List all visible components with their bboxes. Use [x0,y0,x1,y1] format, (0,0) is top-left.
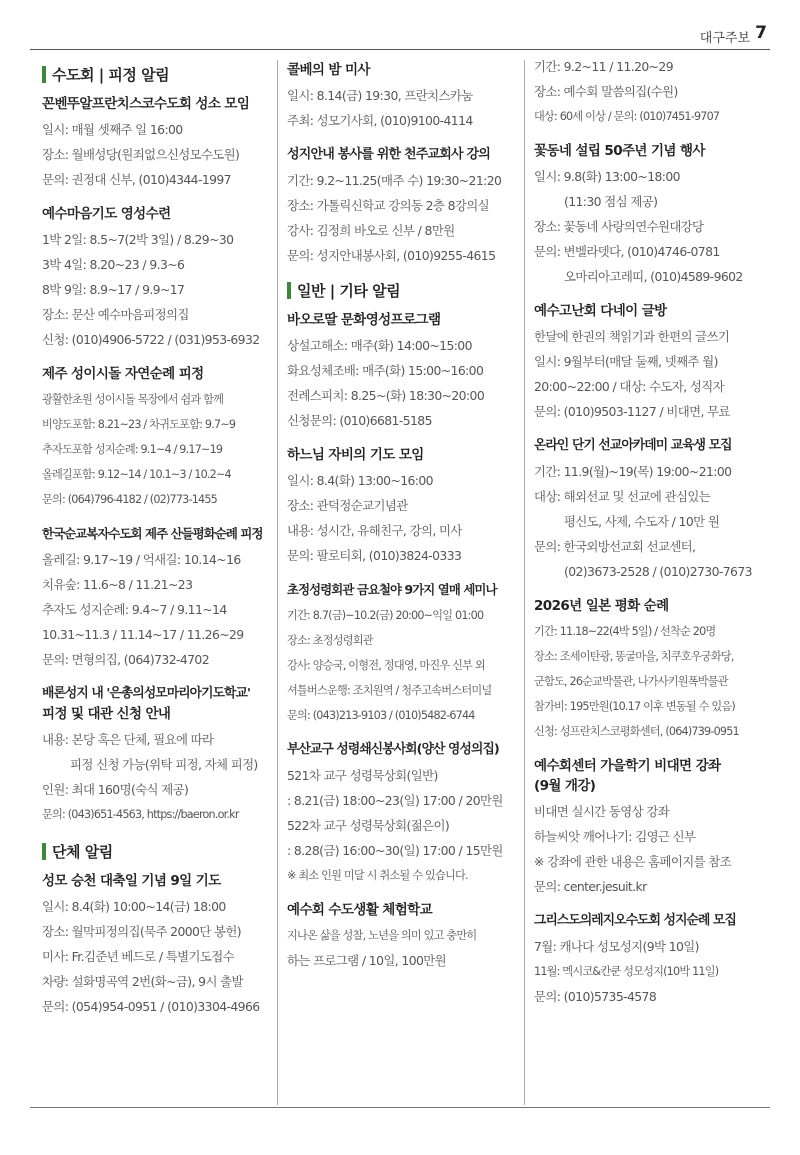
notice-line: 기간: 9.2~11.25(매주 수) 19:30~21:20 [287,173,502,188]
notice-line: 기간: 11.18~22(4박 5일) / 선착순 20명 [534,625,716,638]
notice-item [287,740,515,888]
notice-item [42,204,268,352]
notice-line: 내용: 본당 혹은 단체, 필요에 따라 [42,732,214,747]
notice-line: 인원: 최대 160명(숙식 제공) [42,782,189,797]
section-heading: 수도회 | 피정 알림 [42,64,268,84]
notice-title: 2026년 일본 평화 순례 [534,598,669,614]
notice-item [287,445,515,568]
notice-line: 일시: 9.8(화) 13:00~18:00 [534,169,680,184]
notice-line: 하는 프로그램 / 10일, 100만원 [287,953,447,968]
notice-line: 하늘씨앗 깨어나기: 김영근 신부 [534,829,696,844]
column-3 [534,60,762,1105]
notice-line: 문의: 한국외방선교회 선교센터, [534,539,696,554]
notice-title: 피정 및 대관 신청 안내 [42,706,171,722]
notice-line: 문의: center.jesuit.kr [534,879,647,894]
notice-line: 광활한초원 성이시돌 목장에서 쉼과 함께 [42,393,224,406]
notice-line: 11월: 멕시코&칸쿤 성모성지(10박 11일) [534,965,719,978]
notice-line: 8박 9일: 8.9~17 / 9.9~17 [42,282,185,297]
notice-line: 장소: 꽃동네 사랑의연수원대강당 [534,219,704,234]
notice-line: 강사: 양승국, 이형전, 정대영, 마진우 신부 외 [287,659,485,672]
notice-line: 장소: 조세이탄광, 똥굴마을, 치쿠호우궁화당, [534,650,734,663]
notice-line: 오마리아고레띠, (010)4589-9602 [564,269,743,284]
notice-line: 1박 2일: 8.5~7(2박 3일) / 8.29~30 [42,232,234,247]
notice-line: 상설고해소: 매주(화) 14:00~15:00 [287,338,472,353]
notice-item [42,524,268,672]
notice-line: 기간: 8.7(금)~10.2(금) 20:00~익일 01:00 [287,609,484,622]
notice-line: 10.31~11.3 / 11.14~17 / 11.26~29 [42,627,244,642]
notice-title: 배론성지 내 '은총의성모마리아기도학교' [42,686,250,701]
notice-line: 셔틀버스운행: 조치원역 / 청주고속버스터미널 [287,684,492,697]
notice-line: 참가비: 195만원(10.17 이후 변동될 수 있음) [534,700,735,713]
notice-line: 장소: 문산 예수마음피정의집 [42,307,189,322]
notice-line: 장소: 월배성당(원죄없으신성모수도원) [42,147,240,162]
notice-line: 일시: 매월 셋째주 일 16:00 [42,122,183,137]
notice-item [42,94,268,192]
notice-title: 그리스도의레지오수도회 성지순례 모집 [534,913,736,928]
notice-title: 콜베의 밤 미사 [287,62,370,78]
notice-line: : 8.21(금) 18:00~23(일) 17:00 / 20만원 [287,793,503,808]
notice-item [42,684,268,827]
section-marker [42,843,46,860]
notice-line: 장소: 초정성령회관 [287,634,373,647]
footer-divider [30,1107,770,1108]
notice-line: 문의: 팔로티회, (010)3824-0333 [287,548,462,563]
section-heading: 일반 | 기타 알림 [287,280,515,300]
page-header [0,0,800,50]
notice-title: 예수회 수도생활 체험학교 [287,902,433,918]
notice-title: 예수회센터 가을학기 비대면 강좌 [534,758,721,774]
notice-item [534,141,762,289]
section-heading: 단체 알림 [42,841,268,861]
page-number: 7 [755,23,767,43]
notice-line: ※ 강좌에 관한 내용은 홈페이지를 참조 [534,854,732,869]
notice-line: 장소: 관덕정순교기념관 [287,498,408,513]
notice-line: 추자도 성지순례: 9.4~7 / 9.11~14 [42,602,227,617]
notice-line: 7월: 캐나다 성모성지(9박 10일) [534,939,699,954]
notice-line: 강사: 김정희 바오로 신부 / 8만원 [287,223,455,238]
notice-line: 20:00~22:00 / 대상: 수도자, 성직자 [534,379,724,394]
notice-line: 일시: 8.4(화) 13:00~16:00 [287,473,433,488]
notice-item [534,436,762,584]
notice-title: 제주 성이시돌 자연순례 피정 [42,366,204,382]
notice-line: 3박 4일: 8.20~23 / 9.3~6 [42,257,185,272]
notice-line: 올레길포함: 9.12~14 / 10.1~3 / 10.2~4 [42,468,231,481]
notice-line: 문의: (054)954-0951 / (010)3304-4966 [42,999,260,1014]
notice-title: 꽃동네 설립 50주년 기념 행사 [534,143,705,159]
notice-title: 온라인 단기 선교아카데미 교육생 모집 [534,438,732,453]
notice-item [42,871,268,1019]
notice-line: 올레길: 9.17~19 / 억새길: 10.14~16 [42,552,241,567]
notice-title: 초정성령회관 금요철야 9가지 열매 세미나 [287,582,497,597]
notice-item [534,911,762,1009]
notice-item-continued [534,60,762,129]
column-2 [287,60,515,1105]
notice-item [42,364,268,512]
notice-item [534,756,762,899]
notice-line: : 8.28(금) 16:00~30(일) 17:00 / 15만원 [287,843,503,858]
notice-line: 대상: 60세 이상 / 문의: (010)7451-9707 [534,110,720,123]
notice-line: 내용: 성시간, 유해친구, 강의, 미사 [287,523,462,538]
notice-line: 비양도포함: 8.21~23 / 차귀도포함: 9.7~9 [42,418,236,431]
notice-line: 화요성체조배: 매주(화) 15:00~16:00 [287,363,484,378]
notice-line: 주최: 성모기사회, (010)9100-4114 [287,113,473,128]
column-1 [42,60,268,1105]
notice-line: 문의: (010)9503-1127 / 비대면, 무료 [534,404,730,419]
column-divider [277,60,278,1105]
notice-item [287,145,515,268]
notice-line: 군함도, 26순교박물관, 나가사키원폭박물관 [534,675,728,688]
notice-line: 치유숲: 11.6~8 / 11.21~23 [42,577,193,592]
notice-item [287,310,515,433]
notice-title: 예수마음기도 영성수련 [42,206,171,222]
notice-line: (11:30 점심 제공) [564,194,658,209]
notice-item [287,900,515,973]
notice-line: 일시: 9월부터(매달 둘째, 넷째주 월) [534,354,718,369]
section-marker [42,66,46,83]
notice-line: 문의: 면형의집, (064)732-4702 [42,652,209,667]
notice-line: 장소: 가톨릭신학교 강의동 2층 8강의실 [287,198,490,213]
notice-title: 성모 승천 대축일 기념 9일 기도 [42,873,221,889]
notice-line: 신청문의: (010)6681-5185 [287,413,432,428]
notice-line: 신청: (010)4906-5722 / (031)953-6932 [42,332,260,347]
column-divider [524,60,525,1105]
notice-title: (9월 개강) [534,778,596,794]
notice-line: 대상: 해외선교 및 선교에 관심있는 [534,489,711,504]
notice-line: ※ 최소 인원 미달 시 취소될 수 있습니다. [287,869,468,882]
notice-line: 문의: 성지안내봉사회, (010)9255-4615 [287,248,496,263]
notice-line: 전례스피치: 8.25~(화) 18:30~20:00 [287,388,485,403]
publication-title: 대구주보 [699,31,750,46]
notice-item [534,596,762,744]
notice-line: 문의: (064)796-4182 / (02)773-1455 [42,493,217,506]
header-divider [30,49,770,50]
notice-line: 한달에 한권의 책읽기과 한편의 글쓰기 [534,329,730,344]
notice-line: 기간: 9.2~11 / 11.20~29 [534,60,673,74]
notice-line: 미사: Fr.김준년 베드로 / 특별기도접수 [42,949,234,964]
notice-line: (02)3673-2528 / (010)2730-7673 [564,564,752,579]
notice-line: 비대면 실시간 동영상 강좌 [534,804,670,819]
notice-line: 장소: 예수회 말씀의집(수원) [534,84,678,99]
notice-title: 꼰벤뚜알프란치스코수도회 성소 모임 [42,96,250,112]
notice-line: 문의: 변벨라뎃다, (010)4746-0781 [534,244,720,259]
notice-title: 하느님 자비의 기도 모임 [287,447,424,463]
notice-line: 신청: 성프란치스코평화센터, (064)739-0951 [534,725,739,738]
notice-line: 추자도포함 성지순례: 9.1~4 / 9.17~19 [42,443,223,456]
notice-line: 문의: (043)651-4563, https://baeron.or.kr [42,808,239,821]
notice-item [534,301,762,424]
notice-item [287,580,515,728]
notice-line: 지나온 삶을 성찰, 노년을 의미 있고 충만히 [287,929,477,942]
notice-line: 차량: 설화명곡역 2번(화~금), 9시 출발 [42,974,243,989]
notice-line: 평신도, 사제, 수도자 / 10만 원 [564,514,720,529]
notice-line: 기간: 11.9(월)~19(목) 19:00~21:00 [534,464,732,479]
notice-line: 522차 교구 성령묵상회(젊은이) [287,818,450,833]
notice-line: 장소: 월막피정의집(묵주 2000단 봉헌) [42,924,241,939]
notice-line: 피정 신청 가능(위탁 피정, 자체 피정) [70,757,258,772]
notice-line: 일시: 8.4(화) 10:00~14(금) 18:00 [42,899,226,914]
section-marker [287,282,291,299]
notice-item [287,60,515,133]
notice-line: 문의: (010)5735-4578 [534,989,657,1004]
notice-line: 문의: 권정대 신부, (010)4344-1997 [42,172,231,187]
notice-title: 부산교구 성령쇄신봉사회(양산 영성의집) [287,742,499,757]
notice-line: 문의: (043)213-9103 / (010)5482-6744 [287,709,475,722]
notice-line: 521차 교구 성령묵상회(일반) [287,768,438,783]
notice-title: 바오로딸 문화영성프로그램 [287,312,441,328]
notice-line: 일시: 8.14(금) 19:30, 프란치스카눔 [287,88,473,103]
notice-title: 한국순교복자수도회 제주 산들평화순례 피정 [42,526,263,541]
notice-title: 성지안내 봉사를 위한 천주교회사 강의 [287,147,491,162]
notice-title: 예수고난회 다네이 글방 [534,303,667,319]
